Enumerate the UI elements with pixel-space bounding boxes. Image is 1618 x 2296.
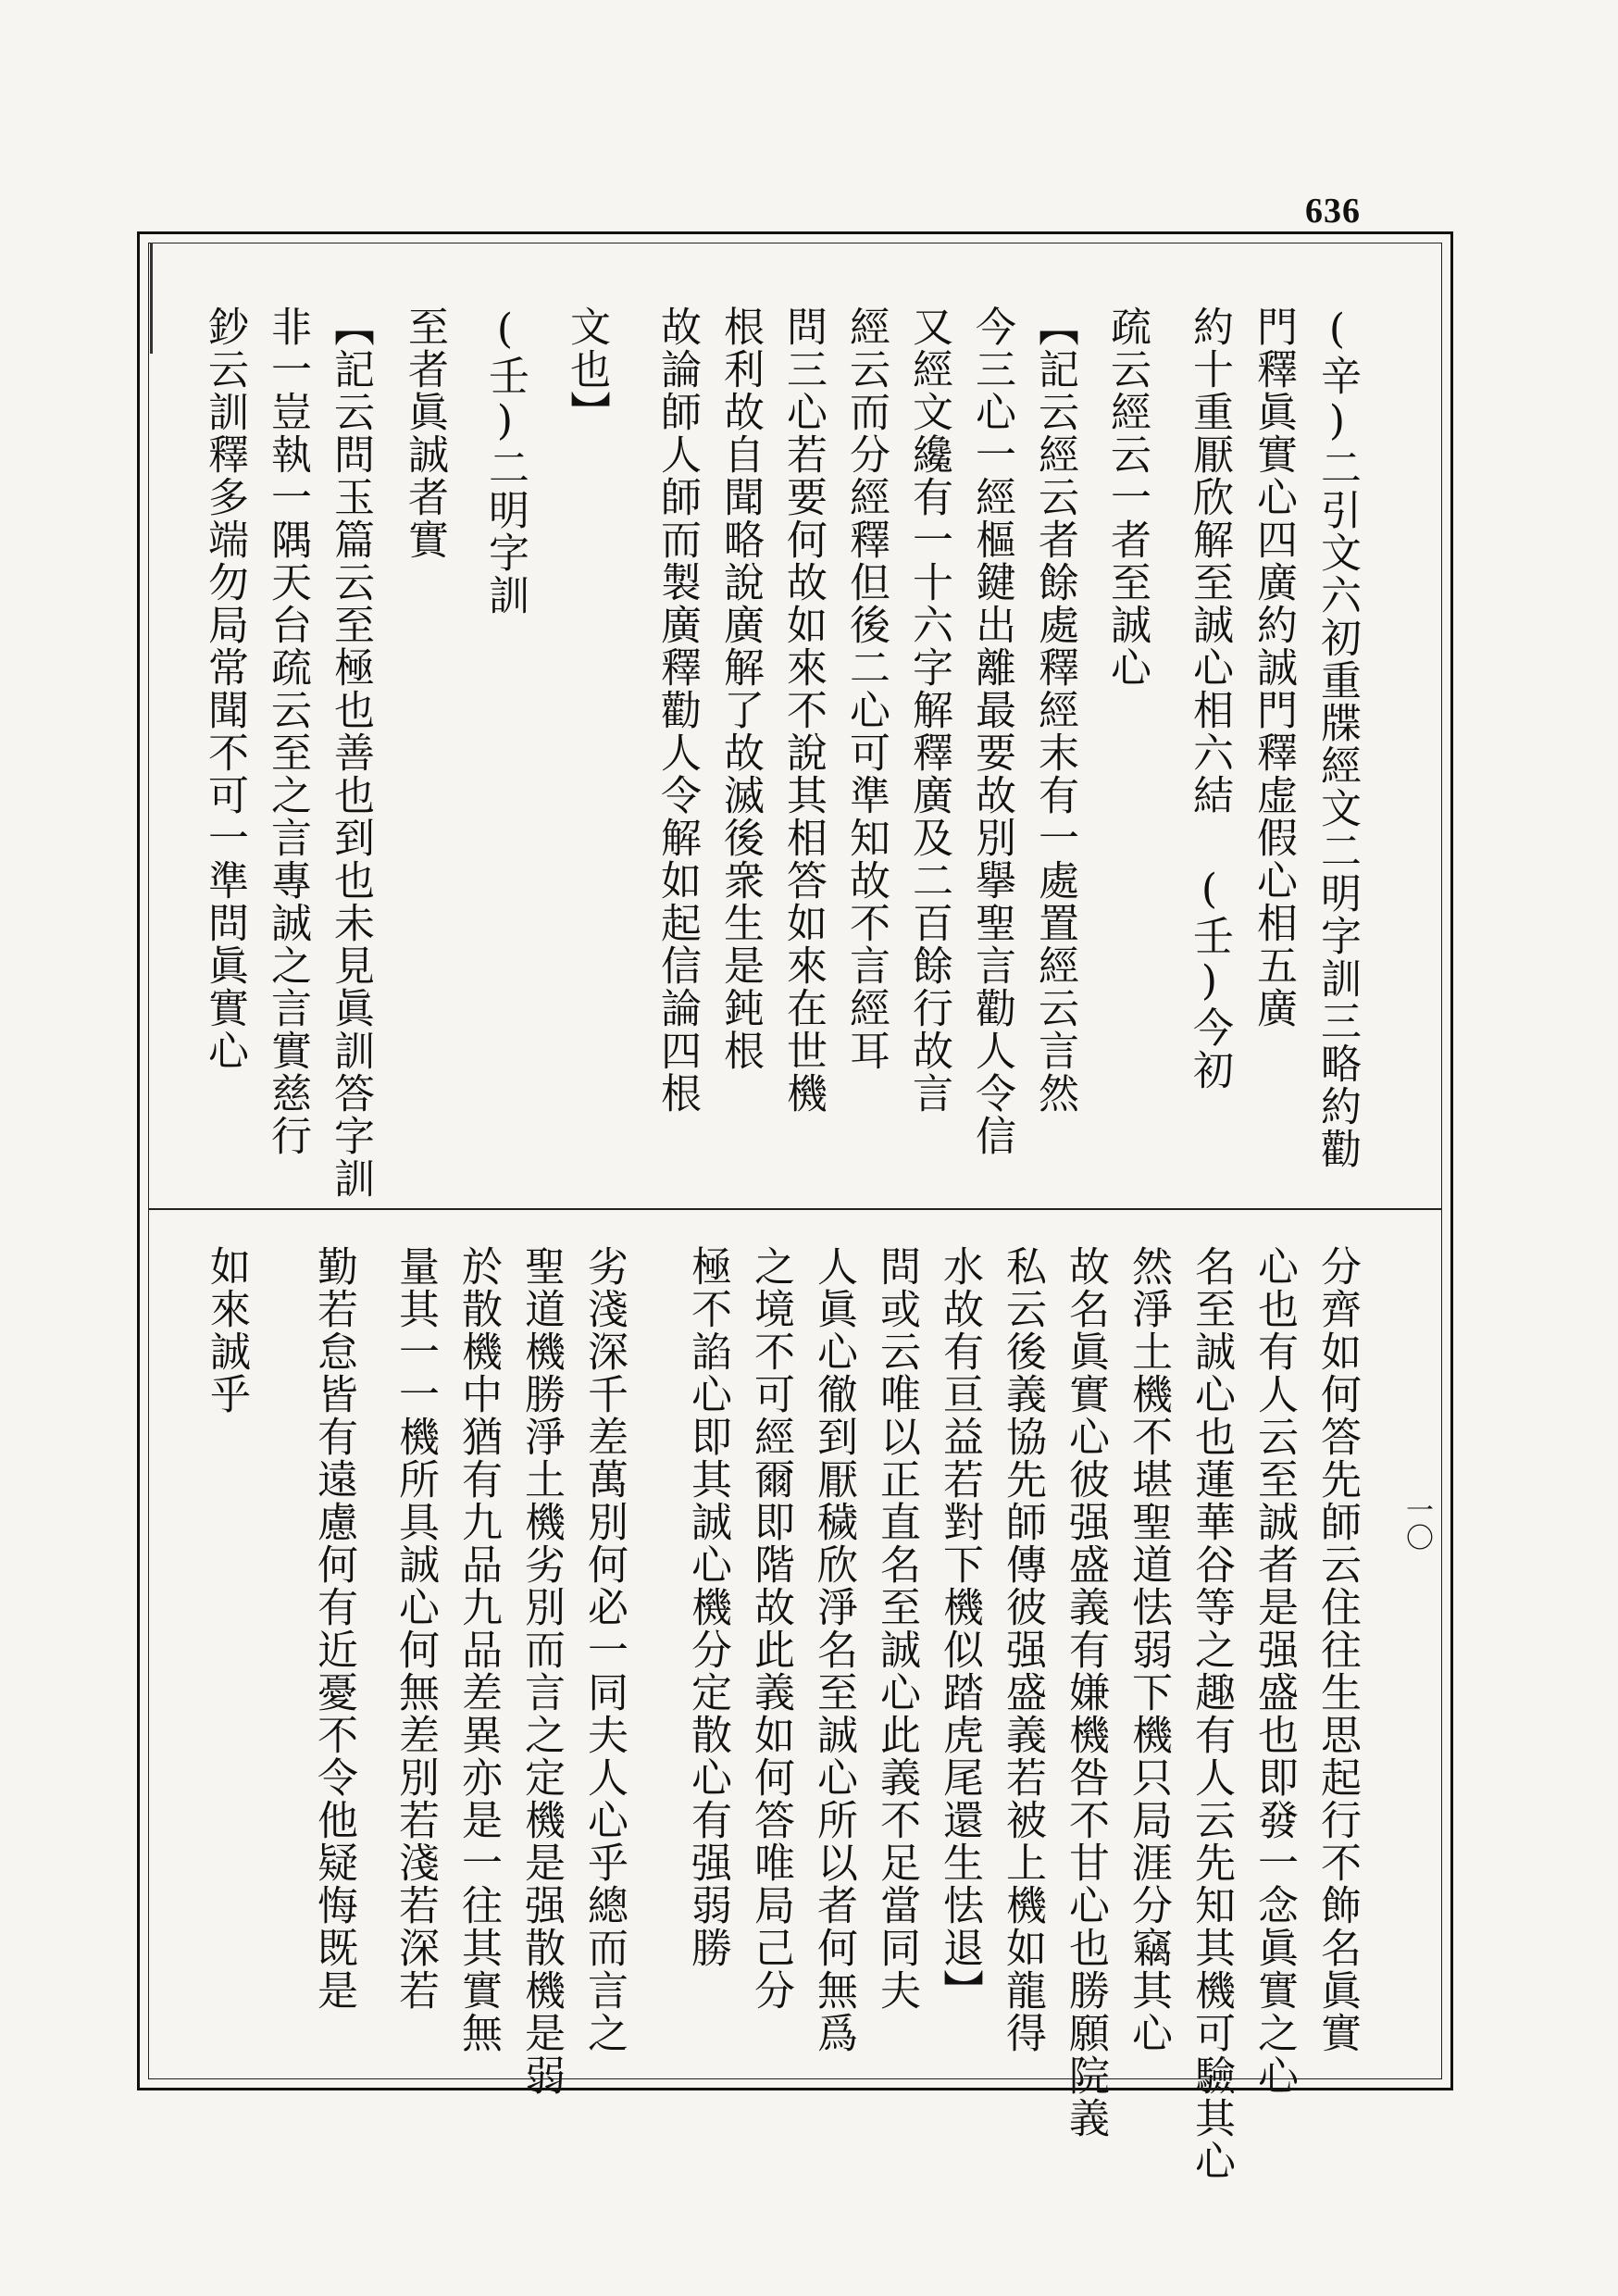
text-column: 門釋眞實心四廣約誠門釋虚假心相五廣: [1250, 306, 1297, 1029]
text-column: 非一豈執一隅天台疏云至之言專誠之言實慈行: [264, 306, 311, 1157]
text-column: 故名眞實心彼强盛義有嫌機咎不甘心也勝願院義: [1062, 1245, 1109, 2140]
text-column: 之境不可經爾即階故此義如何答唯局己分: [747, 1245, 794, 2012]
text-column: 至者眞誠者實: [401, 306, 448, 561]
text-column: 私云後義協先師傳彼强盛義若被上機如龍得: [999, 1245, 1046, 2054]
text-column: 量其一一機所具誠心何無差別若淺若深若: [392, 1245, 439, 2012]
text-column: 問或云唯以正直名至誠心此義不足當同夫: [873, 1245, 920, 2012]
text-column: 聖道機勝淨土機劣別而言之定機是强散機是弱: [517, 1245, 565, 2097]
frame-edge-mark: [150, 243, 158, 354]
text-column: 【記云問玉篇云至極也善也到也未見眞訓答字訓: [327, 306, 374, 1200]
text-column: 根利故自聞略說廣解了故滅後衆生是鈍根: [716, 306, 764, 1072]
text-column: 勤若怠皆有遠慮何有近憂不令他疑悔既是: [310, 1245, 357, 2012]
text-column: (壬)二明字訓: [481, 306, 529, 617]
text-column: 名至誠心也蓮華谷等之趣有人云先知其機可驗其心: [1188, 1245, 1235, 2182]
text-column: 【記云經云者餘處釋經末有一處置經云言然: [1031, 306, 1078, 1115]
text-column: 經云而分經釋但後二心可準知故不言經耳: [842, 306, 890, 1072]
text-column: 鈔云訓釋多端勿局常聞不可一準問眞實心: [201, 306, 248, 1072]
text-column: 人眞心徹到厭穢欣淨名至誠心所以者何無爲: [810, 1245, 857, 2054]
text-column: 今三心一經樞鍵出離最要故別擧聖言勸人令信: [968, 306, 1015, 1157]
text-column: 文也】: [563, 306, 610, 433]
text-column: (辛)二引文六初重牒經文二明字訓三略約勸: [1313, 306, 1361, 1170]
text-column: 分齊如何答先師云住往生思起行不飾名眞實: [1313, 1245, 1361, 2054]
text-column: 極不諂心即其誠心機分定散心有强弱勝: [684, 1245, 731, 1969]
text-column: 問三心若要何故如來不說其相答如來在世機: [779, 306, 827, 1115]
text-column: 疏云經云一者至誠心: [1103, 306, 1151, 689]
text-column: 於散機中猶有九品九品差異亦是一往其實無: [454, 1245, 502, 2054]
text-column: 水故有亘益若對下機似踏虎尾還生怯退】: [936, 1245, 983, 2012]
text-column: 劣淺深千差萬別何必一同夫人心乎總而言之: [580, 1245, 628, 2054]
text-column: 又經文纔有一十六字解釋廣及二百餘行故言: [905, 306, 952, 1115]
text-column: 故論師人師而製廣釋勸人令解如起信論四根: [653, 306, 701, 1115]
page-number: 636: [1305, 192, 1361, 231]
text-column: 如來誠乎: [203, 1245, 250, 1416]
text-column: 心也有人云至誠者是强盛也即發一念眞實之心: [1251, 1245, 1298, 2097]
margin-mark: 一〇: [1400, 1495, 1433, 1551]
text-column: 然淨土機不堪聖道怯弱下機只局涯分竊其心: [1125, 1245, 1172, 2054]
section-divider: [148, 1208, 1442, 1210]
text-column: 約十重厭欣解至誠心相六結 (壬)今初: [1186, 306, 1233, 1092]
